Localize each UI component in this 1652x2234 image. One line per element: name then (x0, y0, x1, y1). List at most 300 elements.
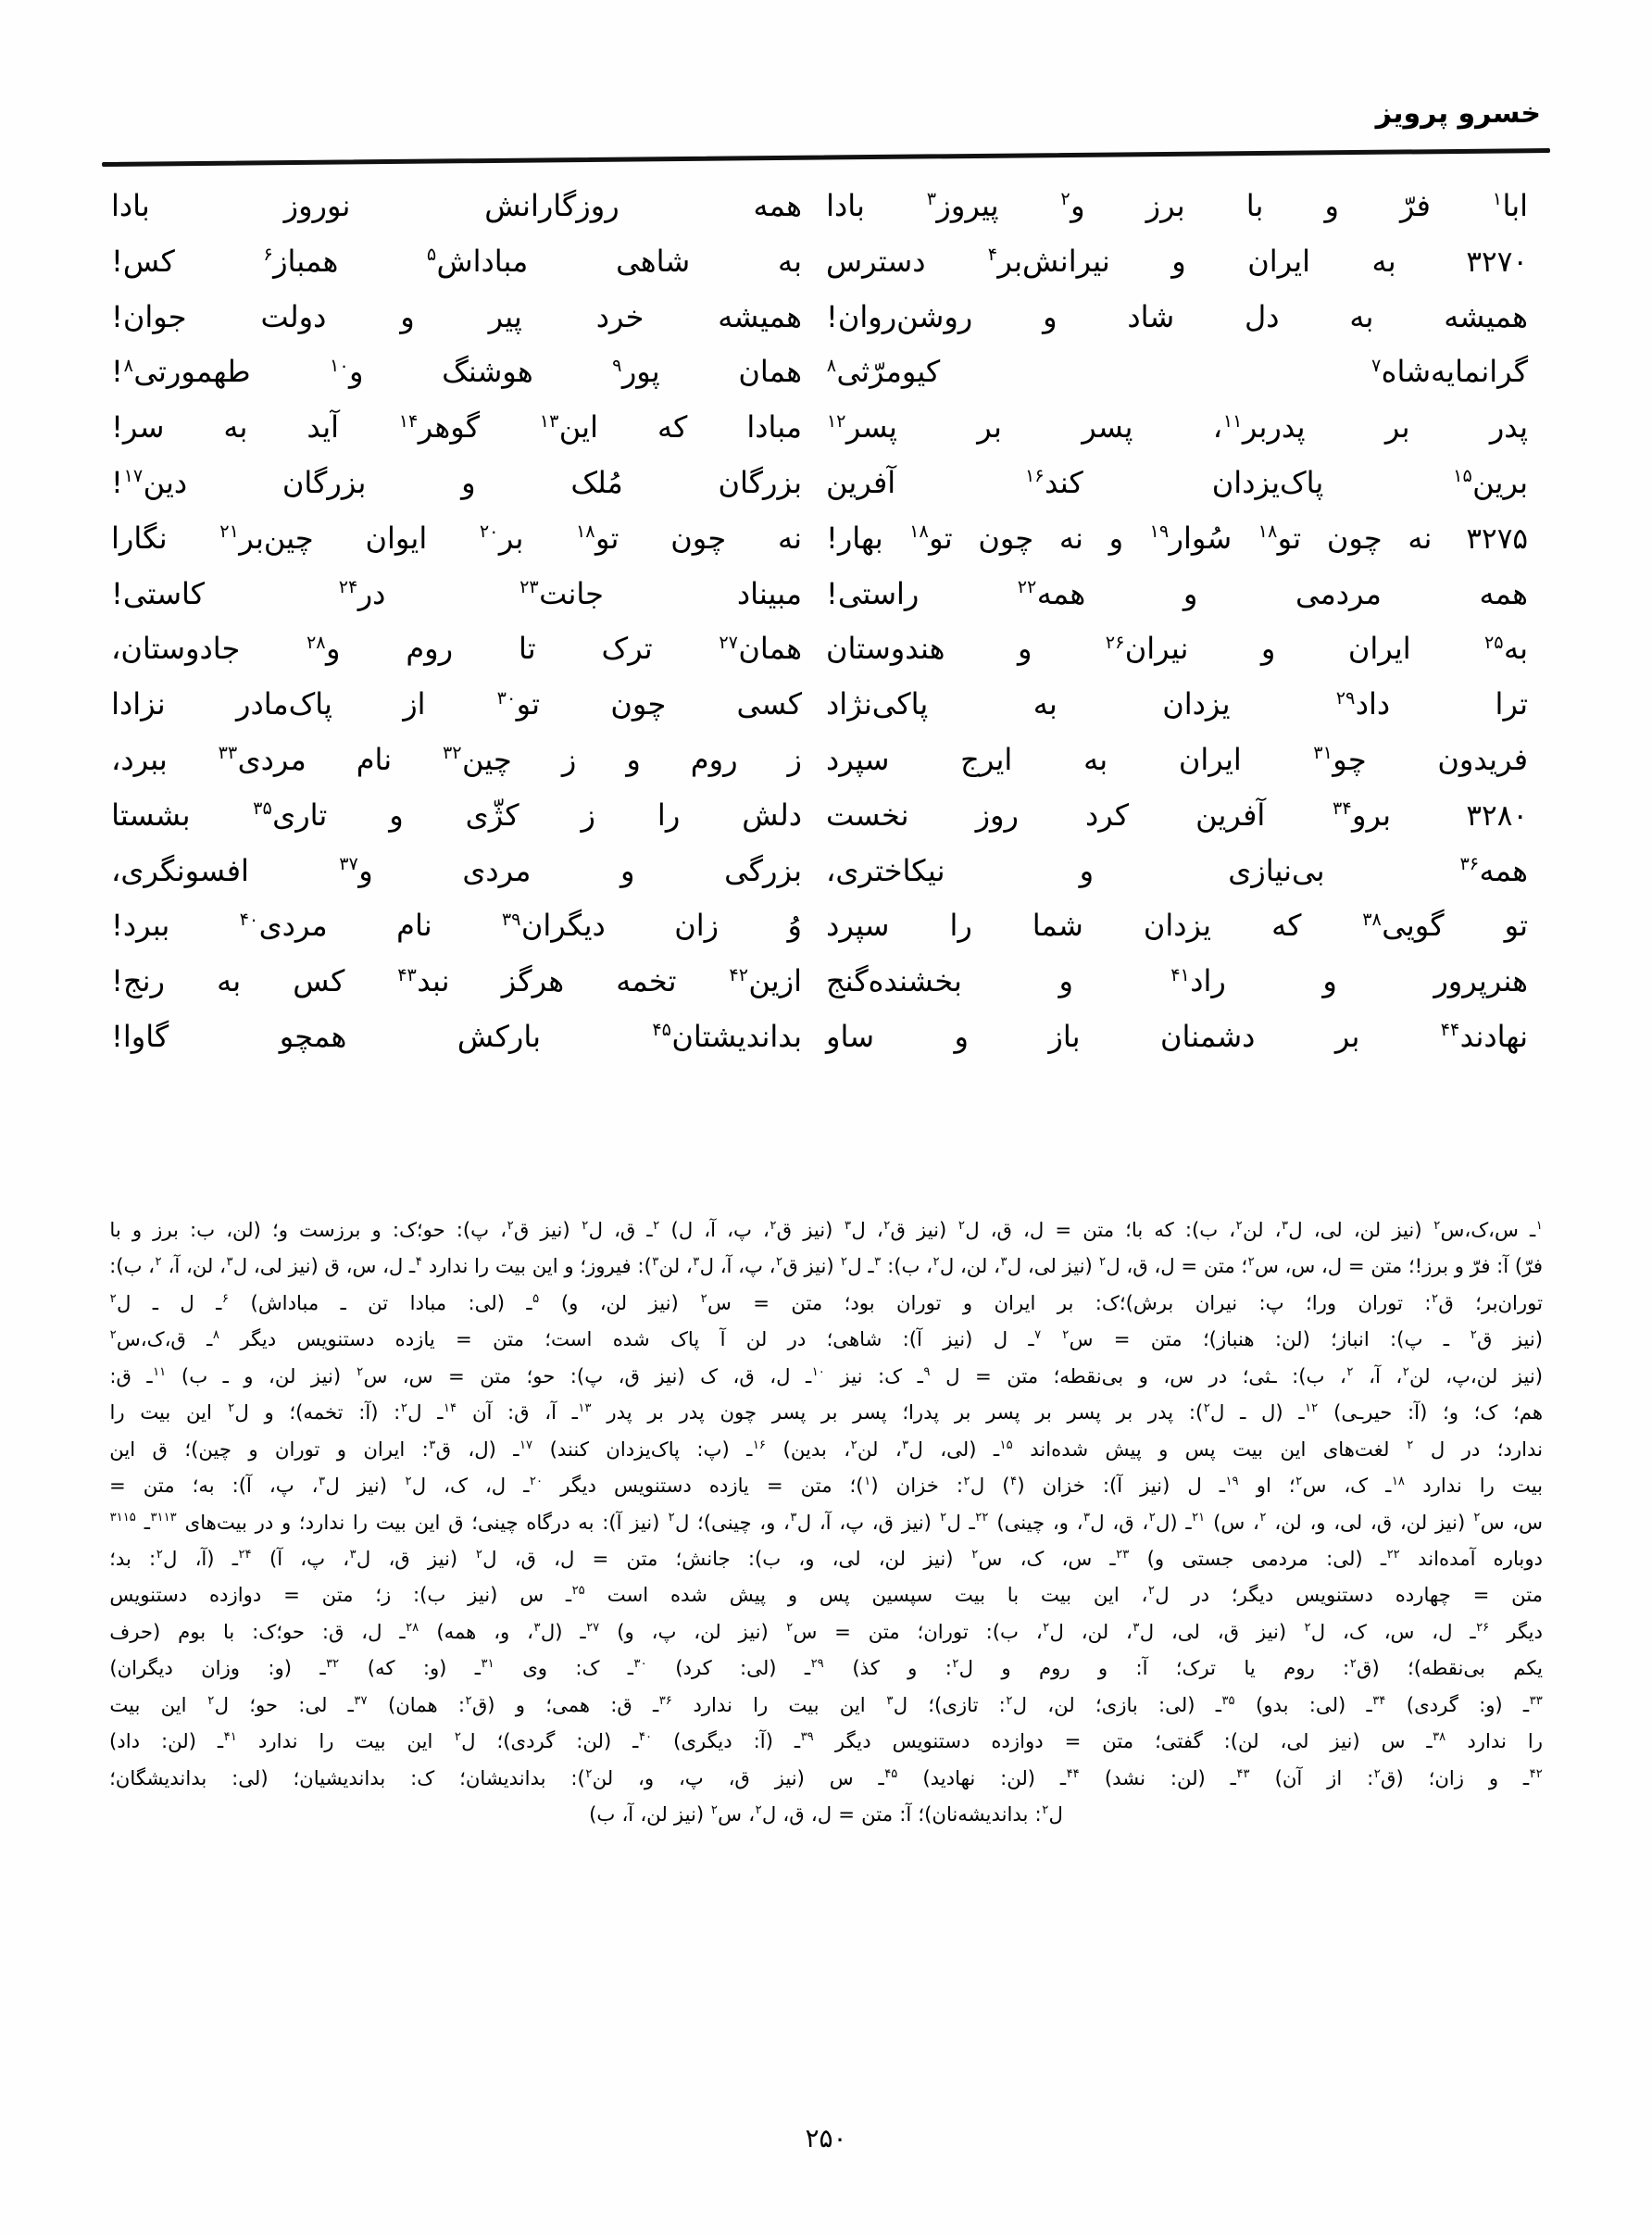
apparatus-token: دیگران) (109, 1656, 173, 1680)
apparatus-token: (لی: (1158, 1692, 1195, 1716)
hemistich-second (111, 624, 826, 680)
apparatus-token: پسر (771, 1400, 807, 1424)
verse-word: تو (1504, 908, 1528, 944)
apparatus-token: $^{۳۱}$ـ (474, 1656, 494, 1680)
apparatus-token: س، (345, 1254, 377, 1278)
verse-word: جانت$^{۲۳}$ (519, 575, 604, 611)
apparatus-token: ـثی؛ (1242, 1363, 1277, 1387)
apparatus-token: چینی) (996, 1510, 1045, 1534)
verse-word: دلش (742, 797, 802, 833)
apparatus-token: س$^۲$ (1062, 1327, 1094, 1351)
verse-word: مردی (462, 852, 532, 888)
apparatus-token: پسر (986, 1400, 1020, 1424)
apparatus-token: (لن: (576, 1729, 612, 1753)
apparatus-token: بر (1057, 1290, 1074, 1314)
verse-word: همباز$^۶$ (263, 243, 339, 279)
apparatus-token: ق (324, 1254, 340, 1278)
apparatus-token: ق$^۲$، (769, 1254, 798, 1278)
apparatus-token: $^۳$ـ (868, 1254, 882, 1278)
apparatus-token: لن$^۲$): (570, 1765, 614, 1789)
apparatus-token: = (447, 1363, 465, 1387)
verse-word: و (1324, 188, 1339, 223)
apparatus-token: بیت (494, 1254, 526, 1278)
verse-word: از (403, 686, 426, 722)
verse-word: پیر (488, 298, 522, 334)
apparatus-token: $^{۴۵}$ـ (878, 1765, 898, 1789)
apparatus-token: جانش؛ (675, 1546, 731, 1570)
apparatus-token: با (109, 1218, 121, 1241)
apparatus-token: س$^۲$ (971, 1546, 1003, 1570)
apparatus-token: و (787, 1583, 798, 1607)
apparatus-token: ل$^۳$، (1126, 1619, 1155, 1643)
apparatus-token: آ): (902, 1327, 922, 1351)
apparatus-token: لی، (1027, 1254, 1057, 1278)
verse-word: بزرگی (724, 852, 802, 888)
apparatus-token: ـ (1443, 1327, 1449, 1351)
verse-word: راستی! (826, 575, 920, 611)
apparatus-token: ق، (1126, 1254, 1148, 1278)
apparatus-token: پ): (456, 1218, 490, 1241)
apparatus-token: ق: (109, 1363, 131, 1387)
verse-word: و$^{۲۸}$ (306, 631, 341, 667)
couplet (111, 458, 1541, 514)
apparatus-token: ل$^۲$ (840, 1254, 862, 1278)
apparatus-token: = (109, 1474, 126, 1498)
verse-word: بی‌نیازی (1228, 852, 1325, 888)
apparatus-token: ق$^۳$: (421, 1437, 452, 1461)
apparatus-token: (لن: (1274, 1327, 1310, 1351)
apparatus-token: ل (180, 1290, 194, 1314)
apparatus-token: آ، (720, 1254, 732, 1278)
apparatus-token: روم (1283, 1656, 1315, 1680)
apparatus-token: ندارد (1422, 1474, 1462, 1498)
apparatus-token: ل$^۳$، (994, 1254, 1022, 1278)
apparatus-token: در (1208, 1363, 1228, 1387)
verse-word: چو$^{۳۱}$ (1313, 741, 1367, 777)
apparatus-token: پس (1184, 1437, 1216, 1461)
apparatus-token: $^{۱۱}$ـ (146, 1363, 167, 1387)
apparatus-line (109, 1321, 1543, 1357)
verse-word: همچو (279, 1018, 347, 1054)
verse-word: خرد (595, 298, 645, 334)
apparatus-token: = (974, 1363, 992, 1387)
apparatus-token: (نیز (774, 1765, 805, 1789)
apparatus-token: دیگر (1507, 1619, 1543, 1643)
apparatus-token: ق، (618, 1363, 640, 1387)
apparatus-token: لی، (1280, 1729, 1309, 1753)
apparatus-token: زان؛ (1428, 1765, 1465, 1789)
apparatus-token: برش)؛ک: (1095, 1290, 1174, 1314)
folio-number: ۲۵۰ (805, 2123, 847, 2153)
verse-word: نهادند$^{۴۴}$ (1440, 1018, 1528, 1054)
verse-word: همان (738, 354, 802, 390)
couplet (111, 847, 1541, 902)
apparatus-token: و (371, 1218, 382, 1241)
verse-word: همه (753, 188, 802, 223)
apparatus-token: آ): (1102, 1474, 1123, 1498)
verse-word: پاکی‌نژاد (826, 686, 929, 722)
couplet (111, 514, 1541, 570)
apparatus-token: ک: (575, 1656, 600, 1680)
apparatus-token: $^{۲۱}$ـ (1185, 1510, 1206, 1534)
apparatus-token: (نیز (288, 1254, 319, 1278)
apparatus-token: فرّ) (1514, 1254, 1543, 1278)
hemistich-first (826, 901, 1541, 957)
apparatus-token: (نیز (901, 1510, 932, 1534)
apparatus-token: (لی: (740, 1656, 777, 1680)
verse-word: بر (1334, 1018, 1360, 1054)
verse-word: تو$^{۱۸}$ (1258, 520, 1302, 556)
apparatus-token: = (753, 1290, 770, 1314)
apparatus-token: حو؛ (249, 1692, 278, 1716)
apparatus-token: (نیز (804, 1254, 834, 1278)
apparatus-token: ل (945, 1363, 960, 1387)
apparatus-token: آن) (1274, 1765, 1303, 1789)
apparatus-token: متن (321, 1583, 354, 1607)
apparatus-token: این (160, 1692, 187, 1716)
apparatus-token: این (532, 1254, 558, 1278)
apparatus-token: بداندیشیان؛ (293, 1765, 386, 1789)
verse-word: گوهر$^{۱۴}$ (398, 409, 481, 446)
apparatus-line (109, 1285, 1543, 1321)
apparatus-token: (لی: (232, 1765, 269, 1789)
apparatus-token: بدین) (782, 1437, 827, 1461)
apparatus-token: ل$^۲$ (1099, 1254, 1120, 1278)
verse-word: یزدان (1162, 686, 1231, 722)
apparatus-token: لن (745, 1327, 768, 1351)
apparatus-token: (ل، (468, 1437, 496, 1461)
apparatus-token: ایران (994, 1290, 1036, 1314)
apparatus-token: ق$^۲$ (1470, 1327, 1493, 1351)
apparatus-token: شده (670, 1583, 707, 1607)
apparatus-token: دیگر (560, 1474, 596, 1498)
verse-word: چون (1326, 520, 1383, 556)
apparatus-token: (نیز (803, 1218, 833, 1241)
apparatus-token: با (1007, 1583, 1020, 1607)
apparatus-token: نهادید) (922, 1765, 976, 1789)
apparatus-token: نیز (840, 1363, 863, 1387)
verse-word: در$^{۲۴}$ (338, 575, 386, 611)
verse-word: پاک‌یزدان (1211, 464, 1324, 500)
apparatus-token: لن، (959, 1254, 988, 1278)
apparatus-token: چون (720, 1400, 757, 1424)
apparatus-token: ل$^۲$ (957, 1218, 980, 1241)
apparatus-token: است؛ (544, 1327, 593, 1351)
verse-word: و (1108, 520, 1124, 556)
verse-word: نیکاختری، (826, 852, 945, 888)
apparatus-token: و (1488, 1765, 1499, 1789)
apparatus-token: (نیز (923, 1546, 954, 1570)
apparatus-token: این (1093, 1583, 1120, 1607)
apparatus-token: $^{۲۷}$ـ (580, 1619, 600, 1643)
apparatus-token: ($^۱$)؛ (849, 1474, 879, 1498)
verse-word: فرّ (1399, 188, 1431, 223)
apparatus-token: بوم (178, 1619, 206, 1643)
verse-word: آفرین (1195, 797, 1266, 833)
couplet (111, 680, 1541, 735)
apparatus-token: $^{۲۸}$ـ (399, 1619, 419, 1643)
apparatus-token: ل$^۲$ (228, 1400, 249, 1424)
hemistich-first (826, 293, 1541, 348)
apparatus-token: $^{۲۳}$ـ (1109, 1546, 1130, 1570)
verse-word: رنج! (111, 963, 165, 999)
apparatus-token: و (1097, 1656, 1108, 1680)
apparatus-token: خزان (895, 1474, 939, 1498)
apparatus-token: آ) (269, 1546, 283, 1570)
verse-number: ۳۲۷۰ (1466, 245, 1528, 279)
apparatus-token: ل$^۲$ (405, 1474, 427, 1498)
apparatus-token: پاک‌یزدان (606, 1437, 681, 1461)
apparatus-token: یازده (394, 1327, 435, 1351)
apparatus-token: ق، (514, 1546, 536, 1570)
apparatus-token: این (839, 1692, 866, 1716)
verse-word: مردمی (1295, 575, 1382, 611)
verse-word: کس! (111, 243, 175, 279)
apparatus-token: و) (1146, 1546, 1165, 1570)
verse-word: و (461, 464, 476, 500)
apparatus-token: ل$^۳$، (1274, 1218, 1303, 1241)
apparatus-token: چین)؛ (184, 1437, 232, 1461)
verse-word: گویی$^{۳۸}$ (1362, 908, 1445, 944)
apparatus-token: و (244, 1363, 254, 1387)
apparatus-token: یکم (1513, 1656, 1543, 1680)
apparatus-token: در (1461, 1437, 1481, 1461)
apparatus-token: $^{۴۴}$ـ (1059, 1765, 1080, 1789)
apparatus-line (109, 1394, 1543, 1430)
verse-word: آفرین (826, 464, 896, 500)
hemistich-second (111, 514, 826, 570)
apparatus-token: آ، (1369, 1363, 1381, 1387)
apparatus-token: لن، (878, 1546, 907, 1570)
verse-word: نیرانش‌بر$^۴$ (987, 243, 1110, 279)
verse-area (111, 182, 1541, 1182)
apparatus-token: و) (617, 1619, 634, 1643)
verse-word: ازین$^{۴۲}$ (729, 963, 802, 999)
apparatus-token: (آ، (194, 1546, 215, 1570)
apparatus-token: ک، (1343, 1619, 1367, 1643)
verse-word: مردی$^{۴۰}$ (239, 908, 328, 944)
apparatus-token: ل$^۲$، (1141, 1583, 1170, 1607)
verse-word: نیران$^{۲۶}$ (1105, 631, 1189, 667)
verse-word: نخست (826, 797, 909, 833)
apparatus-token: وزان (201, 1656, 241, 1680)
apparatus-token: $^۱$ـ (1529, 1218, 1543, 1241)
verse-word: همیشه (1444, 298, 1528, 334)
apparatus-token: و (282, 1510, 292, 1534)
couplet (111, 735, 1541, 791)
apparatus-token: $^{۱۴}$ـ (437, 1400, 457, 1424)
couplet (111, 957, 1541, 1012)
apparatus-token: = (834, 1619, 851, 1643)
apparatus-token: ل، (484, 1474, 507, 1498)
apparatus-token: پدر (679, 1400, 705, 1424)
apparatus-token: س، (1163, 1363, 1195, 1387)
verse-word: روم (406, 631, 454, 667)
apparatus-token: حو؛ک: (252, 1619, 306, 1643)
verse-word: روم (690, 741, 738, 777)
apparatus-token: توران (1358, 1290, 1403, 1314)
apparatus-token: (نیز (917, 1218, 947, 1241)
verse-word: بر (1384, 409, 1410, 446)
apparatus-token: $^{۳۶}$ـ (653, 1692, 672, 1716)
verse-word: و$^{۱۰}$ (330, 354, 364, 390)
apparatus-token: ک، (1344, 1474, 1369, 1498)
verse-number: ۳۲۷۵ (1466, 521, 1528, 556)
apparatus-token: $^۲$ـ (646, 1218, 660, 1241)
apparatus-token: فیروز؛ (580, 1254, 632, 1278)
apparatus-token: ورا؛ (1305, 1290, 1337, 1314)
verse-word: شاهی (616, 243, 691, 279)
running-head-title: خسرو پرویز (1375, 97, 1541, 130)
apparatus-token: (نیز (1140, 1474, 1170, 1498)
verse-word: و (1171, 243, 1186, 279)
apparatus-token: $^۸$ـ (206, 1327, 219, 1351)
apparatus-token: (لن، (226, 1218, 261, 1241)
apparatus-token: لن$^۲$، (1395, 1363, 1431, 1387)
apparatus-token: ک (700, 1363, 719, 1387)
apparatus-token: شاهی؛ (826, 1327, 882, 1351)
verse-word: هندوستان (826, 631, 945, 667)
hemistich-first (826, 735, 1541, 791)
apparatus-token: این (186, 1400, 212, 1424)
hemistich-first (826, 458, 1541, 514)
apparatus-token: این (109, 1437, 136, 1461)
apparatus-token: مردمی (1251, 1546, 1309, 1570)
apparatus-token: متن (1511, 1583, 1543, 1607)
apparatus-token: دوباره (1493, 1546, 1543, 1570)
couplet (111, 293, 1541, 348)
apparatus-token: پ، (269, 1474, 294, 1498)
apparatus-token: کرد) (675, 1656, 712, 1680)
apparatus-token: ـ (222, 1363, 229, 1387)
apparatus-token: روم (1038, 1656, 1070, 1680)
apparatus-token: = (766, 1474, 783, 1498)
apparatus-token: لن$^۳$): (637, 1254, 681, 1278)
verse-word: نزادا (111, 686, 166, 722)
apparatus-token: (و: (268, 1656, 293, 1680)
apparatus-token: $^{۳۱۱۳}$ـ (144, 1510, 177, 1534)
apparatus-token: ل$^۳$ (886, 1692, 908, 1716)
apparatus-token: (ق$^۲$: (457, 1692, 495, 1716)
apparatus-token: لن): (1223, 1729, 1259, 1753)
apparatus-token: آ، (168, 1254, 181, 1278)
apparatus-token: ق (448, 1510, 464, 1534)
apparatus-token: $^{۱۹}$ـ (1219, 1474, 1239, 1498)
apparatus-token: ق، (728, 1765, 750, 1789)
verse-word: چین‌بر$^{۲۱}$ (219, 520, 314, 556)
apparatus-token: بیت (1511, 1474, 1543, 1498)
hemistich-first (826, 403, 1541, 458)
apparatus-token: ل، (1432, 1619, 1453, 1643)
apparatus-token: پ، (727, 1218, 752, 1241)
verse-word: دسترس (826, 243, 926, 279)
verse-word: برین$^{۱۵}$ (1453, 464, 1528, 500)
apparatus-token: (نیز (943, 1327, 973, 1351)
apparatus-token: که) (367, 1656, 395, 1680)
hemistich-second (111, 847, 826, 902)
apparatus-token: ل$^۳$، (895, 1437, 923, 1461)
apparatus-token: آمده‌اند (1418, 1546, 1476, 1570)
apparatus-token: ل$^۳$، (685, 1254, 714, 1278)
apparatus-token: ترک؛ (1175, 1656, 1217, 1680)
verse-word: دین$^{۱۷}$! (111, 464, 188, 500)
apparatus-token: دوازده (208, 1583, 262, 1607)
apparatus-token: در (787, 1327, 807, 1351)
verse-number: ۳۲۸۰ (1466, 798, 1528, 833)
apparatus-token: تازی)؛ (928, 1692, 979, 1716)
apparatus-token: ندارد؛ (298, 1510, 345, 1534)
apparatus-token: بازی؛ (1095, 1692, 1138, 1716)
apparatus-token: ک: (878, 1363, 903, 1387)
apparatus-token: آ): (232, 1474, 252, 1498)
apparatus-token: ق، (1112, 1510, 1134, 1534)
verse-word: افسونگری، (111, 852, 249, 888)
hemistich-second (111, 570, 826, 625)
apparatus-token: را (352, 1510, 369, 1534)
verse-word: پدربر$^{۱۱}$، (1212, 409, 1306, 446)
hemistich-second (111, 403, 826, 458)
apparatus-token: (نیز (310, 1363, 342, 1387)
apparatus-token: و (1158, 1437, 1169, 1461)
verse-word: ترک (601, 631, 653, 667)
apparatus-token: انباز؛ (1331, 1327, 1370, 1351)
hemistich-first (826, 957, 1541, 1012)
verse-word: دولت (260, 298, 327, 334)
apparatus-token: س$^۲$ (700, 1290, 732, 1314)
apparatus-token: (نیز (655, 1363, 685, 1387)
hemistich-second (111, 237, 826, 293)
verse-word: مبادا (746, 409, 802, 446)
apparatus-line (109, 1540, 1543, 1576)
apparatus-token: این (1280, 1437, 1307, 1461)
apparatus-token: $^{۱۲}$ـ (1298, 1400, 1319, 1424)
verse-word: به (1032, 686, 1058, 722)
apparatus-token: (نیز (1512, 1363, 1543, 1387)
apparatus-token: چهارده (1395, 1583, 1451, 1607)
verse-word: نام (396, 908, 432, 944)
verse-word: را (949, 908, 972, 944)
apparatus-token: از (1327, 1765, 1343, 1789)
apparatus-token: در (1191, 1583, 1210, 1607)
apparatus-token: وی (522, 1656, 548, 1680)
apparatus-token: لن، (694, 1619, 721, 1643)
verse-word: بادا (826, 188, 865, 223)
verse-word: بادا (111, 188, 150, 223)
apparatus-token: $^{۴۲}$ـ (1522, 1765, 1543, 1789)
verse-word: نه (1058, 520, 1083, 556)
apparatus-token: متن (1102, 1729, 1134, 1753)
apparatus-token: هم؛ (1512, 1400, 1543, 1424)
verse-word: داد$^{۲۹}$ (1335, 686, 1391, 722)
apparatus-token: $^{۱۰}$ـ (805, 1363, 825, 1387)
verse-word: کس (293, 963, 345, 999)
apparatus-token: (پ: (696, 1437, 730, 1461)
apparatus-token: (نیز (427, 1546, 458, 1570)
verse-word: تخمه (616, 963, 677, 999)
apparatus-token: این (407, 1729, 433, 1753)
apparatus-token: ب): (1292, 1363, 1325, 1387)
apparatus-token: ل، (382, 1254, 404, 1278)
verse-word: تاری$^{۳۵}$ (253, 797, 328, 833)
apparatus-token: دیگر؛ (1231, 1583, 1274, 1607)
verse-word: یزدان (1143, 908, 1212, 944)
hemistich-first (826, 182, 1541, 237)
apparatus-token: و، (494, 1619, 510, 1643)
apparatus-token: که (1154, 1218, 1174, 1241)
verse-word: شما (1032, 908, 1083, 944)
verse-word: پسر (1082, 409, 1133, 446)
apparatus-token: متن (493, 1327, 524, 1351)
